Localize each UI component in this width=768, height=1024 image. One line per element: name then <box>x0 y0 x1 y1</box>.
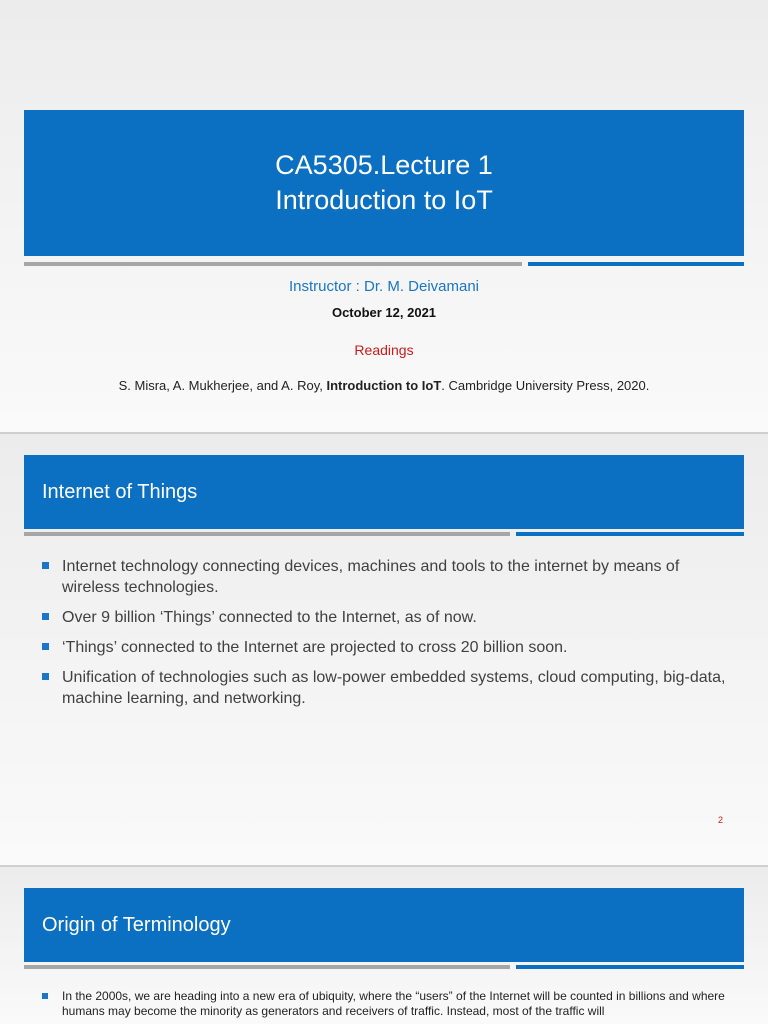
reference-authors: S. Misra, A. Mukherjee, and A. Roy, <box>118 378 327 393</box>
bullet-text: Internet technology connecting devices, machines and tools to the internet by means of wireless technologies. <box>62 558 680 596</box>
bullet-square-icon <box>42 562 49 569</box>
divider-blue <box>516 532 744 536</box>
slide-title: Internet of Things <box>24 455 744 529</box>
list-item <box>42 989 732 1019</box>
divider-blue <box>528 262 744 266</box>
bullet-square-icon <box>42 673 49 680</box>
title-banner <box>24 110 744 256</box>
list-item <box>42 607 732 628</box>
lecture-date: October 12, 2021 <box>331 305 437 320</box>
bullet-text: In the 2000s, we are heading into a new era of ubiquity, where the “users” of the Internet will be counted in billions and where humans may become the minority as generators and receivers of traffic. Instead, most of the traffic will <box>62 989 725 1018</box>
bullet-list <box>42 556 732 718</box>
readings-heading: Readings <box>354 342 414 358</box>
bullet-text: ‘Things’ connected to the Internet are projected to cross 20 billion soon. <box>62 639 568 656</box>
list-item <box>42 556 732 598</box>
page-number: 2 <box>718 815 724 825</box>
instructor-name: Instructor : Dr. M. Deivamani <box>288 278 480 295</box>
lecture-code: CA5305.Lecture 1 <box>275 150 493 180</box>
divider-gray <box>24 965 510 969</box>
iot-slide <box>0 434 768 865</box>
bullet-square-icon <box>42 993 48 999</box>
divider-blue <box>516 965 744 969</box>
divider-gray <box>24 532 510 536</box>
lecture-title: Introduction to IoT <box>275 185 493 215</box>
list-item <box>42 637 732 658</box>
list-item <box>42 667 732 709</box>
bullet-square-icon <box>42 613 49 620</box>
terminology-slide <box>0 867 768 1024</box>
bullet-text: Over 9 billion ‘Things’ connected to the Internet, as of now. <box>62 609 477 626</box>
bullet-text: Unification of technologies such as low-power embedded systems, cloud computing, big-data, machine learning, and networking. <box>62 669 726 707</box>
reading-reference <box>0 378 768 393</box>
bullet-square-icon <box>42 643 49 650</box>
reference-book-title: Introduction to IoT <box>326 378 442 393</box>
reference-publisher: . Cambridge University Press, 2020. <box>441 378 650 393</box>
title-slide <box>0 0 768 432</box>
slide-title: Origin of Terminology <box>24 888 744 962</box>
divider-gray <box>24 262 522 266</box>
